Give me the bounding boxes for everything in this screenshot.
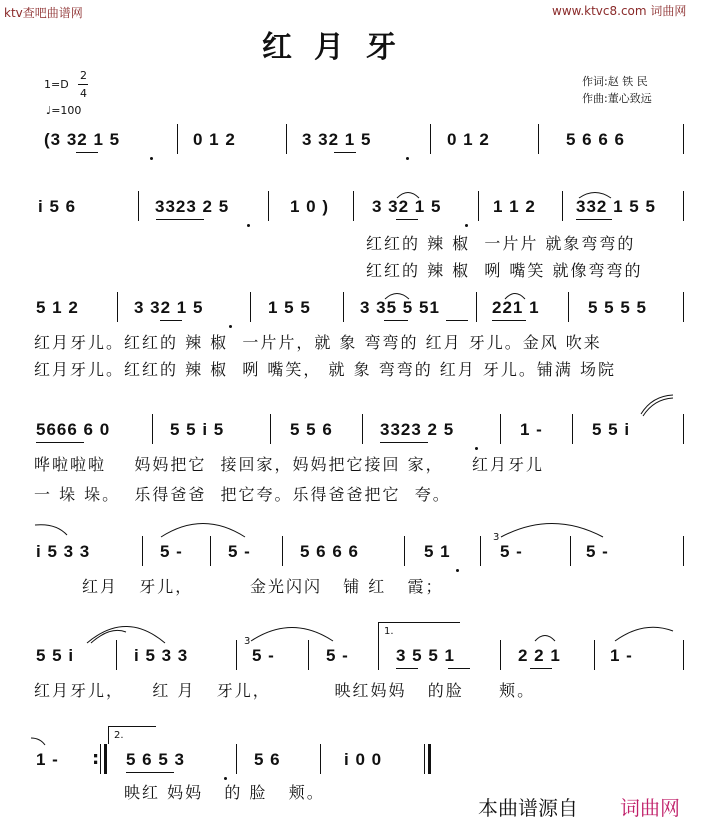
measure: 2 2 1 [518, 646, 561, 665]
measure: 0 1 2 [447, 130, 490, 149]
slur [250, 626, 334, 642]
beam [576, 219, 612, 220]
watermark-top-left[interactable]: ktv查吧曲谱网 [4, 6, 83, 20]
score-row-2 [0, 197, 709, 280]
footer-source-label: 本曲谱源自 [478, 796, 578, 820]
measure: i 5 3 3 [134, 646, 189, 665]
measure: 3 5 5 1 [396, 646, 455, 665]
lyric-line-1: 映红 妈妈 的 脸 颊。 [124, 783, 325, 802]
volta-bracket [378, 622, 460, 623]
footer-site-link[interactable]: 词曲网 [620, 796, 680, 820]
slur [500, 522, 604, 538]
bar-line [683, 414, 684, 444]
bar-line [343, 292, 344, 322]
beam [384, 320, 408, 321]
lyric-line-1: 红月牙儿， 红 月 牙儿， 映红妈妈 的脸 颊。 [34, 681, 536, 700]
measure: 1 1 2 [493, 197, 536, 216]
bar-line [308, 640, 309, 670]
measure: 1 0 ) [290, 197, 330, 216]
bar-line [683, 640, 684, 670]
lyric-line-2: 一 垛 垛。 乐得爸爸 把它夸。乐得爸爸把它 夸。 [34, 485, 451, 504]
slur [30, 736, 46, 746]
tie-arc [640, 394, 674, 416]
beam [530, 668, 552, 669]
score-row-7 [0, 730, 709, 802]
beam [156, 219, 204, 220]
lyricist-credit: 作词:赵 铁 民 [582, 75, 648, 88]
measure: i 5 3 3 [36, 542, 91, 561]
beam [126, 772, 174, 773]
score-row-5 [0, 532, 709, 602]
lyric-line-2: 红月牙儿。红红的 辣 椒 咧 嘴笑， 就 象 弯弯的 红月 牙儿。铺满 场院 [34, 360, 616, 379]
bar-line [270, 414, 271, 444]
measure: 5 - [228, 542, 251, 561]
bar-line [362, 414, 363, 444]
measure: 3 35 5 51 [360, 298, 440, 317]
bar-line [500, 640, 501, 670]
measure: 5 1 2 [36, 298, 79, 317]
low-octave-dot [150, 157, 153, 160]
bar-line [286, 124, 287, 154]
beam [446, 320, 468, 321]
beam [448, 668, 470, 669]
lyric-line-2: 红红的 辣 椒 咧 嘴笑 就像弯弯的 [366, 261, 643, 280]
measure: 5 5 i [36, 646, 75, 665]
bar-line [100, 744, 101, 774]
measure: 3 32 1 5 [134, 298, 204, 317]
measure: 5 6 6 6 [566, 130, 625, 149]
bar-line [683, 124, 684, 154]
repeat-dots: : [92, 748, 100, 769]
slur [34, 522, 68, 536]
bar-line [117, 292, 118, 322]
key-signature: 1=D [44, 78, 69, 91]
bar-line [250, 292, 251, 322]
beam [76, 152, 98, 153]
volta-label: 1. [384, 626, 394, 637]
bar-line [430, 124, 431, 154]
final-bar [428, 744, 431, 774]
bar-line [478, 191, 479, 221]
bar-line [572, 414, 573, 444]
low-octave-dot [406, 157, 409, 160]
score-row-3 [0, 298, 709, 378]
grace-note: 3 [493, 532, 500, 543]
score-row-4 [0, 420, 709, 504]
measure: 5 5 5 5 [588, 298, 647, 317]
score-row-6 [0, 626, 709, 700]
bar-line [320, 744, 321, 774]
measure: i 0 0 [344, 750, 383, 769]
bar-line [594, 640, 595, 670]
measure: 5 5 i 5 [170, 420, 225, 439]
bar-line [683, 536, 684, 566]
bar-line [404, 536, 405, 566]
measure: i 5 6 [38, 197, 77, 216]
low-octave-dot [475, 447, 478, 450]
measure: 1 5 5 [268, 298, 311, 317]
measure: 5666 6 0 [36, 420, 111, 439]
measure: 1 - [520, 420, 543, 439]
measure: 5 5 i [592, 420, 631, 439]
measure: 5 6 [254, 750, 281, 769]
slur [86, 624, 166, 644]
volta-bracket [108, 726, 109, 744]
bar-line [683, 292, 684, 322]
tempo-marking: ♩=100 [46, 104, 82, 117]
slur [160, 522, 246, 538]
time-signature-line [78, 84, 88, 85]
repeat-bar [104, 744, 107, 774]
measure: 3 32 1 5 [372, 197, 442, 216]
song-title: 红月牙 [262, 30, 418, 65]
bar-line [538, 124, 539, 154]
measure: 1 - [610, 646, 633, 665]
measure: 3323 2 5 [380, 420, 455, 439]
measure: 5 1 [424, 542, 451, 561]
low-octave-dot [456, 569, 459, 572]
bar-line [568, 292, 569, 322]
slur [384, 290, 410, 300]
bar-line [683, 191, 684, 221]
measure: 0 1 2 [193, 130, 236, 149]
lyric-line-1: 红红的 辣 椒 一片片 就象弯弯的 [366, 234, 636, 253]
measure: 3 32 1 5 [302, 130, 372, 149]
slur [504, 290, 526, 300]
measure: 5 - [586, 542, 609, 561]
bar-line [480, 536, 481, 566]
bar-line [138, 191, 139, 221]
bar-line [236, 744, 237, 774]
score-row-1 [0, 130, 709, 160]
bar-line [562, 191, 563, 221]
measure: 332 1 5 5 [576, 197, 656, 216]
beam [492, 320, 526, 321]
bar-line [236, 640, 237, 670]
bar-line [210, 536, 211, 566]
measure: 5 6 5 3 [126, 750, 185, 769]
measure: (3 32 1 5 [44, 130, 121, 149]
lyric-line-1: 哗啦啦啦 妈妈把它 接回家，妈妈把它接回 家， 红月牙儿 [34, 455, 544, 474]
beam [36, 442, 84, 443]
measure: 5 - [160, 542, 183, 561]
measure: 5 - [326, 646, 349, 665]
watermark-top-right[interactable]: www.ktvc8.com 词曲网 [552, 4, 687, 18]
measure: 1 - [36, 750, 59, 769]
slur [614, 628, 674, 642]
time-signature-top: 2 [80, 69, 87, 82]
bar-line [116, 640, 117, 670]
grace-note: 3 [244, 636, 251, 647]
bar-line [282, 536, 283, 566]
time-signature-bottom: 4 [80, 87, 87, 100]
beam [396, 668, 418, 669]
measure: 5 - [500, 542, 523, 561]
volta-bracket [108, 726, 156, 727]
beam [160, 320, 182, 321]
beam [380, 442, 428, 443]
measure: 3323 2 5 [155, 197, 230, 216]
measure: 5 6 6 6 [300, 542, 359, 561]
low-octave-dot [465, 224, 468, 227]
bar-line [424, 744, 425, 774]
beam [334, 152, 356, 153]
measure: 5 - [252, 646, 275, 665]
beam [396, 219, 418, 220]
slur [578, 189, 612, 199]
slur [396, 189, 420, 199]
bar-line [177, 124, 178, 154]
bar-line [268, 191, 269, 221]
slur [534, 632, 556, 642]
low-octave-dot [247, 224, 250, 227]
bar-line [378, 640, 379, 670]
bar-line [353, 191, 354, 221]
composer-credit: 作曲:董心致远 [582, 92, 652, 105]
measure: 221 1 [492, 298, 540, 317]
bar-line [500, 414, 501, 444]
low-octave-dot [229, 325, 232, 328]
volta-label: 2. [114, 730, 124, 741]
bar-line [152, 414, 153, 444]
bar-line [142, 536, 143, 566]
lyric-line-1: 红月牙儿。红红的 辣 椒 一片片，就 象 弯弯的 红月 牙儿。金风 吹来 [34, 333, 602, 352]
bar-line [570, 536, 571, 566]
measure: 5 5 6 [290, 420, 333, 439]
lyric-line-1: 红月 牙儿， 金光闪闪 铺 红 霞； [82, 577, 444, 596]
bar-line [476, 292, 477, 322]
volta-bracket [378, 622, 379, 640]
